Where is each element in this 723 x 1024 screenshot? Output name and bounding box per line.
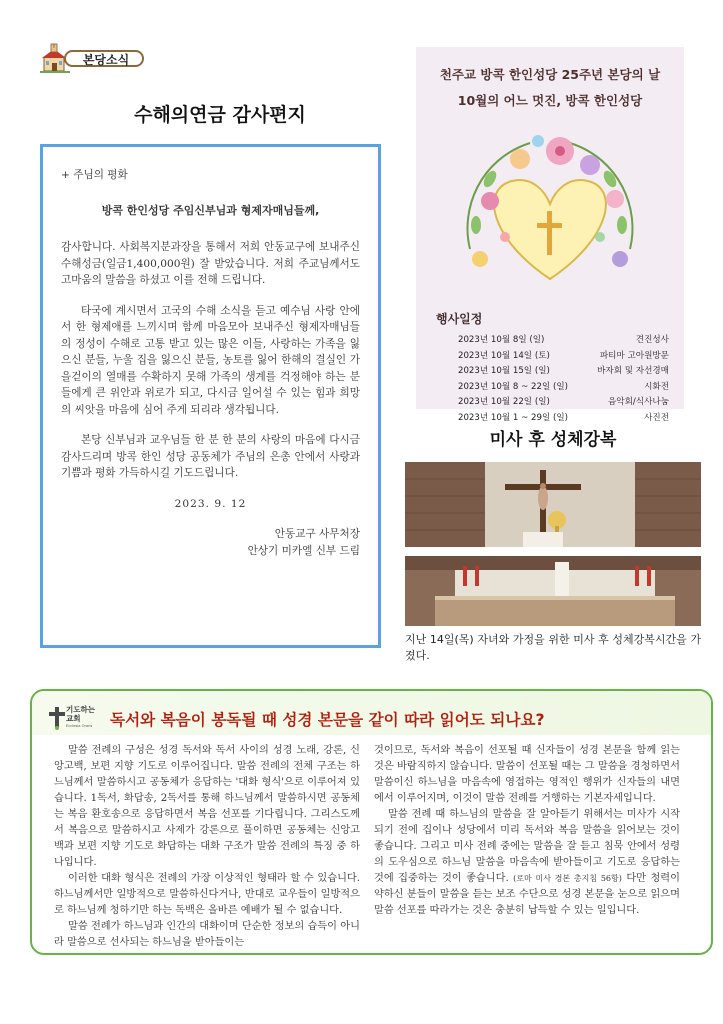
schedule-event: 파티마 고아원방문 xyxy=(599,350,669,361)
letter-date: 2023. 9. 12 xyxy=(174,497,247,510)
faq-article xyxy=(30,689,713,955)
letter-paragraph: 감사합니다. 사회복지분과장을 통해서 저희 안동교구에 보내주신 수해성금(일금1,400,000원) 잘 받았습니다. 저희 주교님께서도 고마움의 말씀을 하셨고 이를 전해 드립니다. xyxy=(61,241,360,286)
logo-text-latin: Ecclesia Orans xyxy=(66,724,93,728)
anniversary-poster xyxy=(416,47,684,423)
poster-title: 천주교 방콕 한인성당 25주년 본당의 날 xyxy=(439,67,661,82)
article-citation-note: (로마 미사 경본 총지침 56항) xyxy=(513,874,622,883)
altar-crucifix-photo xyxy=(405,462,701,547)
mass-section-title: 미사 후 성체강복 xyxy=(489,430,617,450)
schedule-date: 2023년 10월 1 ~ 29일 (일) xyxy=(458,412,568,423)
altar-candles-photo xyxy=(405,556,701,626)
schedule-heading: 행사일정 xyxy=(436,312,483,326)
praying-church-logo xyxy=(44,703,100,733)
letter-paragraph: 본당 신부님과 교우님들 한 분 한 분의 사랑의 마음에 다시금 감사드리며 방콕 한인 성당 공동체가 주님의 은총 안에서 사랑과 기쁨과 평화 가득하시길 기도드립니다. xyxy=(61,434,360,479)
letter-signature-name: 안상기 미카엘 신부 드림 xyxy=(247,545,360,557)
article-title: 독서와 복음이 봉독될 때 성경 본문을 같이 따라 읽어도 되나요? xyxy=(110,711,545,729)
schedule-list xyxy=(436,333,669,426)
schedule-date: 2023년 10월 22일 (일) xyxy=(458,397,550,407)
schedule-row xyxy=(436,349,669,365)
praying-cross-icon xyxy=(46,706,68,730)
article-paragraph xyxy=(374,807,680,919)
letter-addressee: 방콕 한인성당 주임신부님과 형제자매님들께, xyxy=(101,203,320,217)
schedule-row xyxy=(436,411,669,427)
section-badge-label: 본당소식 xyxy=(64,50,144,67)
heart-wreath-illustration xyxy=(450,129,650,304)
schedule-event: 음악회/식사나눔 xyxy=(607,397,669,407)
schedule-event: 시화전 xyxy=(644,381,669,392)
poster-subtitle: 10월의 어느 멋진, 방콕 한인성당 xyxy=(457,93,643,108)
mass-photo-caption: 지난 14일(목) 자녀와 가정을 위한 미사 후 성체강복시간을 가졌다. xyxy=(405,633,701,662)
schedule-event: 사진전 xyxy=(644,412,669,423)
article-paragraph: 이러한 대화 형식은 전례의 가장 이상적인 형태라 할 수 있습니다. 하느님께서만 일방적으로 말씀하신다거나, 반대로 교우들이 일방적으로 하느님께 청하기만 하는 독백은 올바른 예배가 될 수 없습니다. xyxy=(54,873,360,916)
letter-title: 수해의연금 감사편지 xyxy=(134,104,306,126)
schedule-row xyxy=(436,364,669,380)
letter-paragraph: 타국에 계시면서 고국의 수해 소식을 듣고 예수님 사랑 안에서 한 형제애를 느끼시며 함께 마음모아 보내주신 형제자매님들의 정성이 수해로 고통 받고 있는 많은 이들, 사랑하는 가족을 잃으신 분들, 누울 집을 잃으신 분들, 농토를 잃어 한해의 결실인 가을걷이의 열매를 수확하지 못해 가족의 생계를 걱정해야 하는 분들에게 큰 위안과 위로가 되고, 다시금 일어설 수 있는 힘과 희망의 씨앗을 마음에 심어 주게 되리라 생각됩니다. xyxy=(61,304,360,416)
schedule-event: 견진성사 xyxy=(635,335,669,345)
schedule-date: 2023년 10월 8일 (일) xyxy=(458,335,545,345)
article-paragraph: 것이므로, 독서와 복음이 선포될 때 신자들이 성경 본문을 함께 읽는 것은 바람직하지 않습니다. 말씀이 선포될 때는 그 말씀을 경청하면서 말씀이신 하느님을 마음속에 영접하는 영적인 행위가 신자들의 내면에서 이루어지며, 이것이 말씀 전례를 거행하는 기본자세입니다. xyxy=(374,745,680,804)
article-right-column xyxy=(374,743,680,919)
schedule-event: 바자회 및 자선경매 xyxy=(597,366,669,376)
schedule-row xyxy=(436,380,669,396)
schedule-date: 2023년 10월 14일 (토) xyxy=(458,350,550,361)
article-paragraph: 말씀 전례가 하느님과 인간의 대화이며 단순한 정보의 습득이 아니라 말씀으로 선사되는 하느님을 받아들이는 xyxy=(54,921,360,948)
schedule-date: 2023년 10월 15일 (일) xyxy=(458,366,550,376)
letter-signature-title: 안동교구 사무처장 xyxy=(274,528,360,540)
schedule-date: 2023년 10월 8 ~ 22일 (일) xyxy=(458,381,568,392)
schedule-row xyxy=(436,395,669,411)
article-paragraph: 말씀 전례의 구성은 성경 독서와 독서 사이의 성경 노래, 강론, 신앙고백, 보편 지향 기도로 이루어집니다. 말씀 전례의 전체 구조는 하느님께서 말씀하시고 공동체가 응답하는 '대화 형식'으로 이루어져 있습니다. 1독서, 화답송, 2독서를 통해 하느님께서 말씀하시면 공동체는 복음 환호송으로 응답하면서 복음 선포를 기다립니다. 그리스도께서 복음으로 말씀하시고 사제가 강론으로 풀이하면 공동체는 신앙고백과 보편 지향 기도로 화답하는 대화 구조가 말씀 전례의 특징 중 하나입니다. xyxy=(54,745,360,868)
article-left-column xyxy=(54,743,360,951)
letter-greeting: + 주님의 평화 xyxy=(61,169,128,181)
article-paragraph-tail: 다만 청력이 약하신 분들이 말씀을 듣는 보조 수단으로 성경 본문을 눈으로 읽으며 말씀 선포를 따라가는 것은 충분히 납득할 수 있는 일입니다. xyxy=(374,873,680,916)
section-badge xyxy=(40,44,148,72)
letter-box xyxy=(40,144,381,648)
logo-text-bottom: 교회 xyxy=(66,714,81,723)
article-paragraph-main: 말씀 전례 때 하느님의 말씀을 잘 알아듣기 위해서는 미사가 시작되기 전에 집이나 성당에서 미리 독서와 복음 말씀을 읽어보는 것이 좋습니다. 그리고 미사 전례 중에는 말씀을 잘 듣고 침묵 안에서 성령의 도우심으로 하느님 말씀을 마음속에 받아들이고 기도로 응답하는 것에 집중하는 것이 좋습니다. xyxy=(374,809,680,884)
logo-text-top: 기도하는 xyxy=(66,705,95,714)
schedule-row xyxy=(436,333,669,349)
